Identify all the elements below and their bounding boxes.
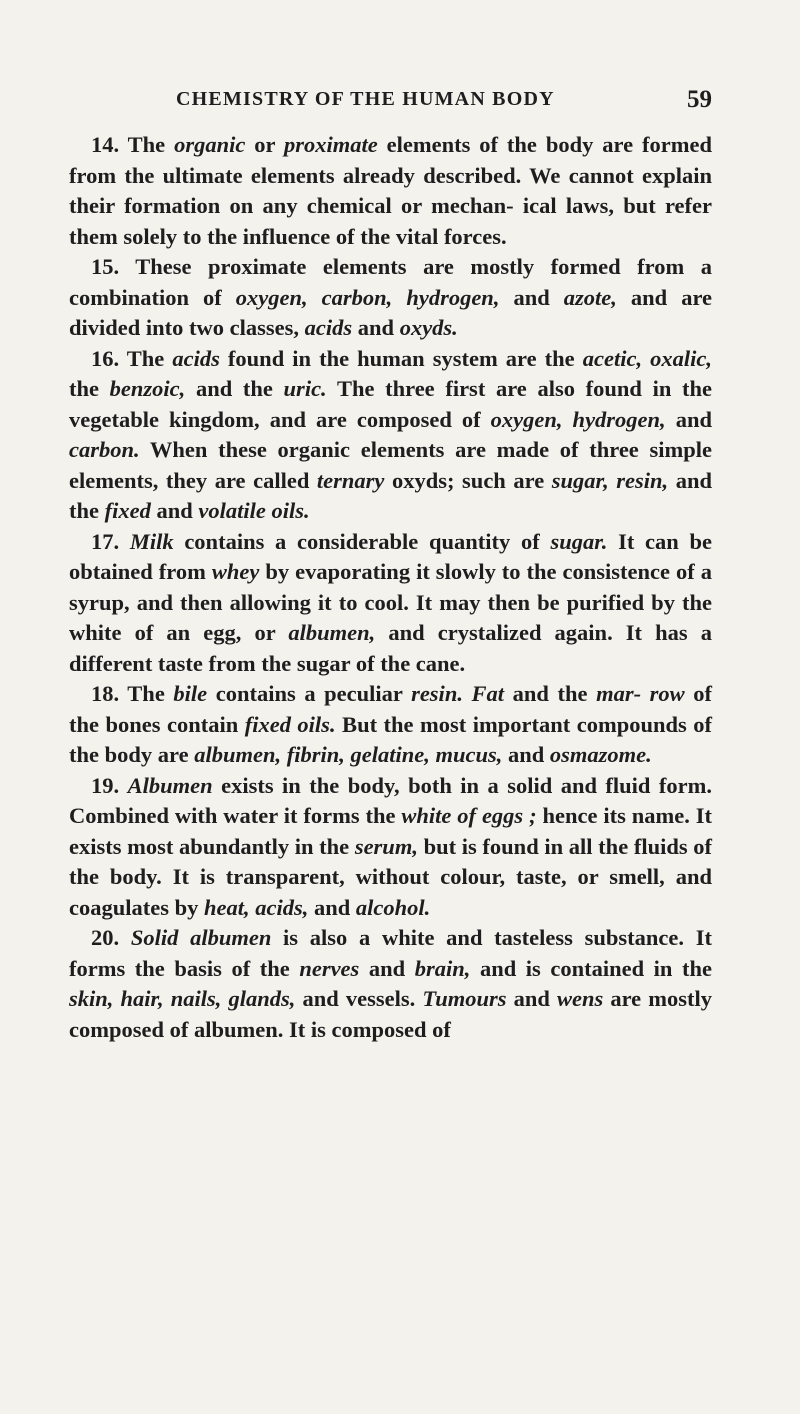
text-run: by evaporating it slowly to the consistence of a syrup, and then allowing it to cool. It may then be purified by the white of an egg, or [69,559,712,645]
paragraph [69,923,712,1045]
text-run: contains a considerable quantity of [173,528,551,554]
paragraph [69,252,712,344]
text-run: and [359,955,415,981]
italic-term: uric. [283,376,327,401]
paragraph [69,771,712,924]
text-run: and the [185,376,284,401]
italic-term: Albumen [127,772,213,798]
text-run: contains a peculiar [207,681,412,706]
text-run: The [119,681,174,706]
italic-term: albumen, [288,620,376,645]
text-run: The [119,345,173,371]
text-run [119,529,130,554]
text-run: oxyds; such are [384,467,552,493]
italic-term: acids [304,315,353,340]
italic-term: sugar. [550,528,608,554]
text-run: The [119,132,175,157]
body-text [69,130,712,1045]
italic-term: serum, [354,833,418,859]
paragraph [69,527,712,680]
italic-term: bile [173,681,208,706]
text-run: and [506,986,557,1011]
italic-term: white of eggs ; [401,803,537,828]
text-run: and [665,406,712,432]
running-head [176,88,712,114]
italic-term: proximate [283,132,378,157]
italic-term: volatile oils. [198,498,310,523]
paragraph-number: 20. [91,925,120,950]
italic-term: heat, acids, [204,894,309,920]
text-run: The three first are also found in the vegetable kingdom, and are composed of [69,376,712,432]
text-run: and the [504,681,597,706]
italic-term: whey [211,559,260,584]
paragraph-number: 17. [91,528,120,554]
text-run: and [502,742,550,767]
italic-term: ternary [316,467,385,493]
text-run: the [69,376,110,401]
italic-term: benzoic, [109,376,186,401]
italic-term: acids [172,345,220,371]
text-run: and are divided into two classes, [69,284,713,340]
paragraph-number: 18. [91,681,120,706]
italic-term: mar- row [596,681,685,706]
italic-term: oxygen, hydrogen, [490,406,666,432]
italic-term: nerves [299,955,360,981]
text-run [119,773,127,798]
italic-term: sugar, resin, [551,467,669,493]
italic-term: carbon. [69,437,140,462]
italic-term: azote, [563,284,617,310]
italic-term: skin, hair, nails, glands, [69,986,296,1011]
text-run: and [150,498,199,523]
text-run: and is contained in the [470,955,712,981]
italic-term: fixed oils. [244,711,336,737]
text-run: exists in the body, both in a solid and fluid form. Combined with water it forms the [69,772,713,828]
text-run: of the bones contain [69,681,712,737]
text-run: and vessels. [295,986,423,1011]
text-run: found in the human system are the [219,345,583,371]
text-run: These proximate elements are mostly formed from a combination of [69,254,712,310]
paragraph [69,130,712,252]
text-run: When these organic elements are made of three simple elements, they are called [69,437,712,493]
text-run [463,681,472,706]
italic-term: Fat [471,681,505,706]
text-run: or [245,132,284,157]
italic-term: wens [556,986,604,1011]
text-run: and [499,284,564,310]
italic-term: oxygen, carbon, hydrogen, [235,284,500,310]
page-number: 59 [687,86,712,113]
italic-term: fixed [104,498,151,523]
italic-term: resin. [411,681,463,706]
text-run: is also a white and tasteless substance. It forms the basis of the [69,925,712,981]
text-run: It can be obtained from [69,528,713,584]
text-run: and [308,894,356,920]
text-run: elements of the body are formed from the ultimate elements already described. We cannot explain their formation on any chemical or mechan- ical laws, but refer them solely to the influence of the vital forces. [69,132,712,249]
italic-term: Solid albumen [130,925,272,950]
text-run: but is found in all the fluids of the body. It is transparent, without colour, taste, or smell, and coagulates by [69,833,712,920]
text-run: But the most important compounds of the body are [69,711,712,767]
paragraph [69,344,712,527]
text-run: and the [69,467,712,523]
text-run: and [352,315,400,340]
text-run [119,925,131,950]
italic-term: organic [174,132,246,157]
italic-term: brain, [414,955,471,981]
paragraph [69,679,712,771]
italic-term: oxyds. [399,315,458,340]
running-title: CHEMISTRY OF THE HUMAN BODY [176,88,555,110]
italic-term: Milk [129,528,174,554]
italic-term: acetic, oxalic, [582,345,712,371]
text-run: and crystalized again. It has a different taste from the sugar of the cane. [69,620,712,676]
italic-term: albumen, fibrin, gelatine, mucus, [194,742,503,767]
paragraph-number: 14. [91,132,120,157]
paragraph-number: 19. [91,772,120,798]
text-run: hence its name. It exists most abundantly in the [69,803,712,859]
italic-term: alcohol. [355,894,431,920]
text-run: are mostly composed of albumen. It is composed of [69,986,712,1042]
italic-term: Tumours [422,986,507,1011]
paragraph-number: 15. [91,254,120,279]
paragraph-number: 16. [91,345,120,371]
italic-term: osmazome. [549,742,652,767]
